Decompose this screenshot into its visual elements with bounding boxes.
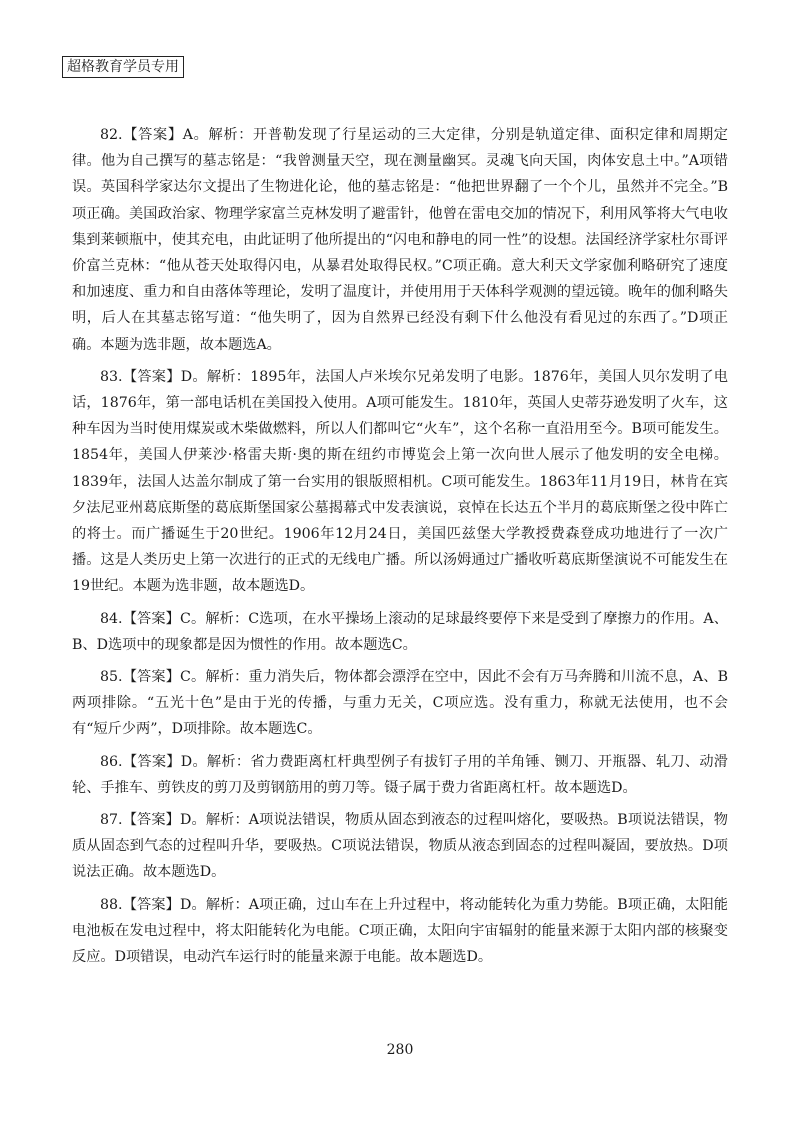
answer-87: 87.【答案】D。解析：A项说法错误，物质从固态到液态的过程叫熔化，要吸热。B项说法错误，物质从固态到气态的过程叫升华，要吸热。C项说法错误，物质从液态到固态的过程叫凝固，要放热。D项说法正确。故本题选D。 [72,812,728,881]
answer-list [72,122,728,976]
answer-84: 84.【答案】C。解析：C选项，在水平操场上滚动的足球最终要停下来是受到了摩擦力的作用。A、B、D选项中的现象都是因为惯性的作用。故本题选C。 [72,610,728,653]
answer-82: 82.【答案】A。解析：开普勒发现了行星运动的三大定律，分别是轨道定律、面积定律和周期定律。他为自己撰写的墓志铭是：“我曾测量天空，现在测量幽冥。灵魂飞向天国，肉体安息土中。”A项错误。英国科学家达尔文提出了生物进化论，他的墓志铭是：“他把世界翻了一个个儿，虽然并不完全。”B项正确。美国政治家、物理学家富兰克林发明了避雷针，他曾在雷电交加的情况下，利用风筝将大气电收集到莱顿瓶中，使其充电，由此证明了他所提出的“闪电和静电的同一性”的设想。法国经济学家杜尔哥评价富兰克林：“他从苍天处取得闪电，从暴君处取得民权。”C项正确。意大利天文学家伽利略研究了速度和加速度、重力和自由落体等理论，发明了温度计，并使用用于天体科学观测的望远镜。晚年的伽利略失明，后人在其墓志铭写道：“他失明了，因为自然界已经没有剩下什么他没有看见过的东西了。”D项正确。本题为选非题，故本题选A。 [72,127,728,353]
answer-88: 88.【答案】D。解析：A项正确，过山车在上升过程中，将动能转化为重力势能。B项正确，太阳能电池板在发电过程中，将太阳能转化为电能。C项正确，太阳向宇宙辐射的能量来源于太阳内部的核聚变反应。D项错误，电动汽车运行时的能量来源于电能。故本题选D。 [72,896,728,966]
header-tag: 超格教育学员专用 [62,56,184,78]
answer-83: 83.【答案】D。解析：1895年，法国人卢米埃尔兄弟发明了电影。1876年，美国人贝尔发明了电话，1876年，第一部电话机在美国投入使用。A项可能发生。1810年，英国人史蒂芬逊发明了火车，这种车因为当时使用煤炭或木柴做燃料，所以人们都叫它“火车”，这个名称一直沿用至今。B项可能发生。1854年，美国人伊莱沙·格雷夫斯·奥的斯在纽约市博览会上第一次向世人展示了他发明的安全电梯。1839年，法国人达盖尔制成了第一台实用的银版照相机。C项可能发生。1863年11月19日，林肯在宾夕法尼亚州葛底斯堡的葛底斯堡国家公墓揭幕式中发表演说，哀悼在长达五个半月的葛底斯堡之役中阵亡的将士。而广播诞生于20世纪。1906年12月24日，美国匹兹堡大学教授费森登成功地进行了一次广播。这是人类历史上第一次进行的正式的无线电广播。所以汤姆通过广播收听葛底斯堡演说不可能发生在19世纪。本题为选非题，故本题选D。 [72,368,728,595]
answer-85: 85.【答案】C。解析：重力消失后，物体都会漂浮在空中，因此不会有万马奔腾和川流不息，A、B两项排除。“五光十色”是由于光的传播，与重力无关，C项应选。没有重力，称就无法使用，也不会有“短斤少两”，D项排除。故本题选C。 [72,669,728,738]
page-number: 280 [386,1042,414,1058]
answer-86: 86.【答案】D。解析：省力费距离杠杆典型例子有拔钉子用的羊角锤、铡刀、开瓶器、轧刀、动滑轮、手推车、剪铁皮的剪刀及剪钢筋用的剪刀等。镊子属于费力省距离杠杆。故本题选D。 [72,753,728,796]
